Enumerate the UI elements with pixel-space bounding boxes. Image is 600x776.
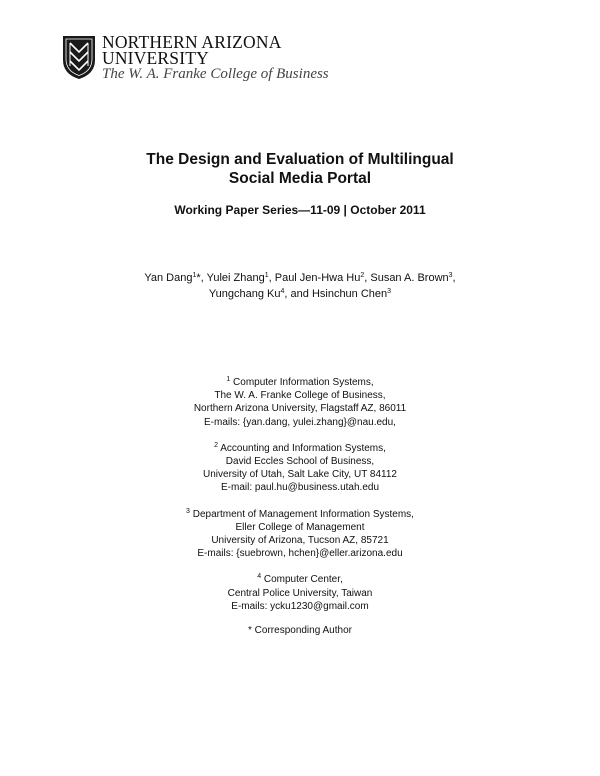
affiliation-line: Central Police University, Taiwan bbox=[227, 587, 373, 599]
university-logo bbox=[62, 34, 329, 82]
title-line2: Social Media Portal bbox=[228, 170, 372, 187]
affiliation bbox=[0, 376, 600, 429]
title-line1: The Design and Evaluation of Multilingual bbox=[146, 151, 454, 168]
affiliations bbox=[0, 376, 600, 626]
affiliation-line: The W. A. Franke College of Business, bbox=[214, 390, 386, 402]
author: Paul Jen-Hwa Hu$^2$, bbox=[274, 272, 371, 284]
authors-line1 bbox=[0, 270, 600, 286]
author-list bbox=[0, 270, 600, 302]
authors-line2 bbox=[0, 286, 600, 302]
author: Hsinchun Chen$^3$ bbox=[311, 288, 392, 300]
university-wordmark bbox=[102, 34, 329, 83]
nau-seal-icon bbox=[62, 34, 96, 80]
university-name-line2: UNIVERSITY bbox=[102, 48, 209, 68]
affiliation-line: $^3$ Department of Management Information Systems, bbox=[186, 507, 414, 520]
affiliation bbox=[0, 573, 600, 613]
affiliation-line: $^2$ Accounting and Information Systems, bbox=[214, 441, 386, 454]
affiliation bbox=[0, 442, 600, 495]
corresponding-author-note: * Corresponding Author bbox=[248, 625, 352, 636]
author: Yan Dang$^1$*, bbox=[144, 272, 207, 284]
affiliation-email: E-mails: {yan.dang, yulei.zhang}@nau.edu, bbox=[204, 416, 396, 428]
affiliation-email: E-mails: ycku1230@gmail.com bbox=[231, 600, 369, 612]
affiliation bbox=[0, 508, 600, 561]
affiliation-line: $^4$ Computer Center, bbox=[257, 573, 343, 586]
affiliation-line: University of Utah, Salt Lake City, UT 84112 bbox=[203, 469, 397, 481]
affiliation-email: E-mails: {suebrown, hchen}@eller.arizona.edu bbox=[197, 548, 403, 560]
affiliation-line: Northern Arizona University, Flagstaff AZ, 86011 bbox=[193, 403, 407, 415]
affiliation-line: Eller College of Management bbox=[235, 521, 365, 533]
affiliation-email: E-mail: paul.hu@business.utah.edu bbox=[220, 482, 380, 494]
author: Yungchang Ku$^4$, and bbox=[208, 288, 312, 300]
university-name-line1: NORTHERN ARIZONA bbox=[102, 32, 282, 52]
author: Susan A. Brown$^3$, bbox=[370, 272, 456, 284]
working-paper-series: Working Paper Series—11-09 | October 2011 bbox=[174, 203, 426, 217]
affiliation-line: David Eccles School of Business, bbox=[225, 456, 375, 468]
affiliation-line: University of Arizona, Tucson AZ, 85721 bbox=[211, 535, 389, 547]
affiliation-line: $^1$ Computer Information Systems, bbox=[226, 376, 374, 388]
paper-title bbox=[0, 150, 600, 188]
college-name: The W. A. Franke College of Business bbox=[102, 66, 329, 82]
author: Yulei Zhang$^1$, bbox=[206, 272, 275, 284]
